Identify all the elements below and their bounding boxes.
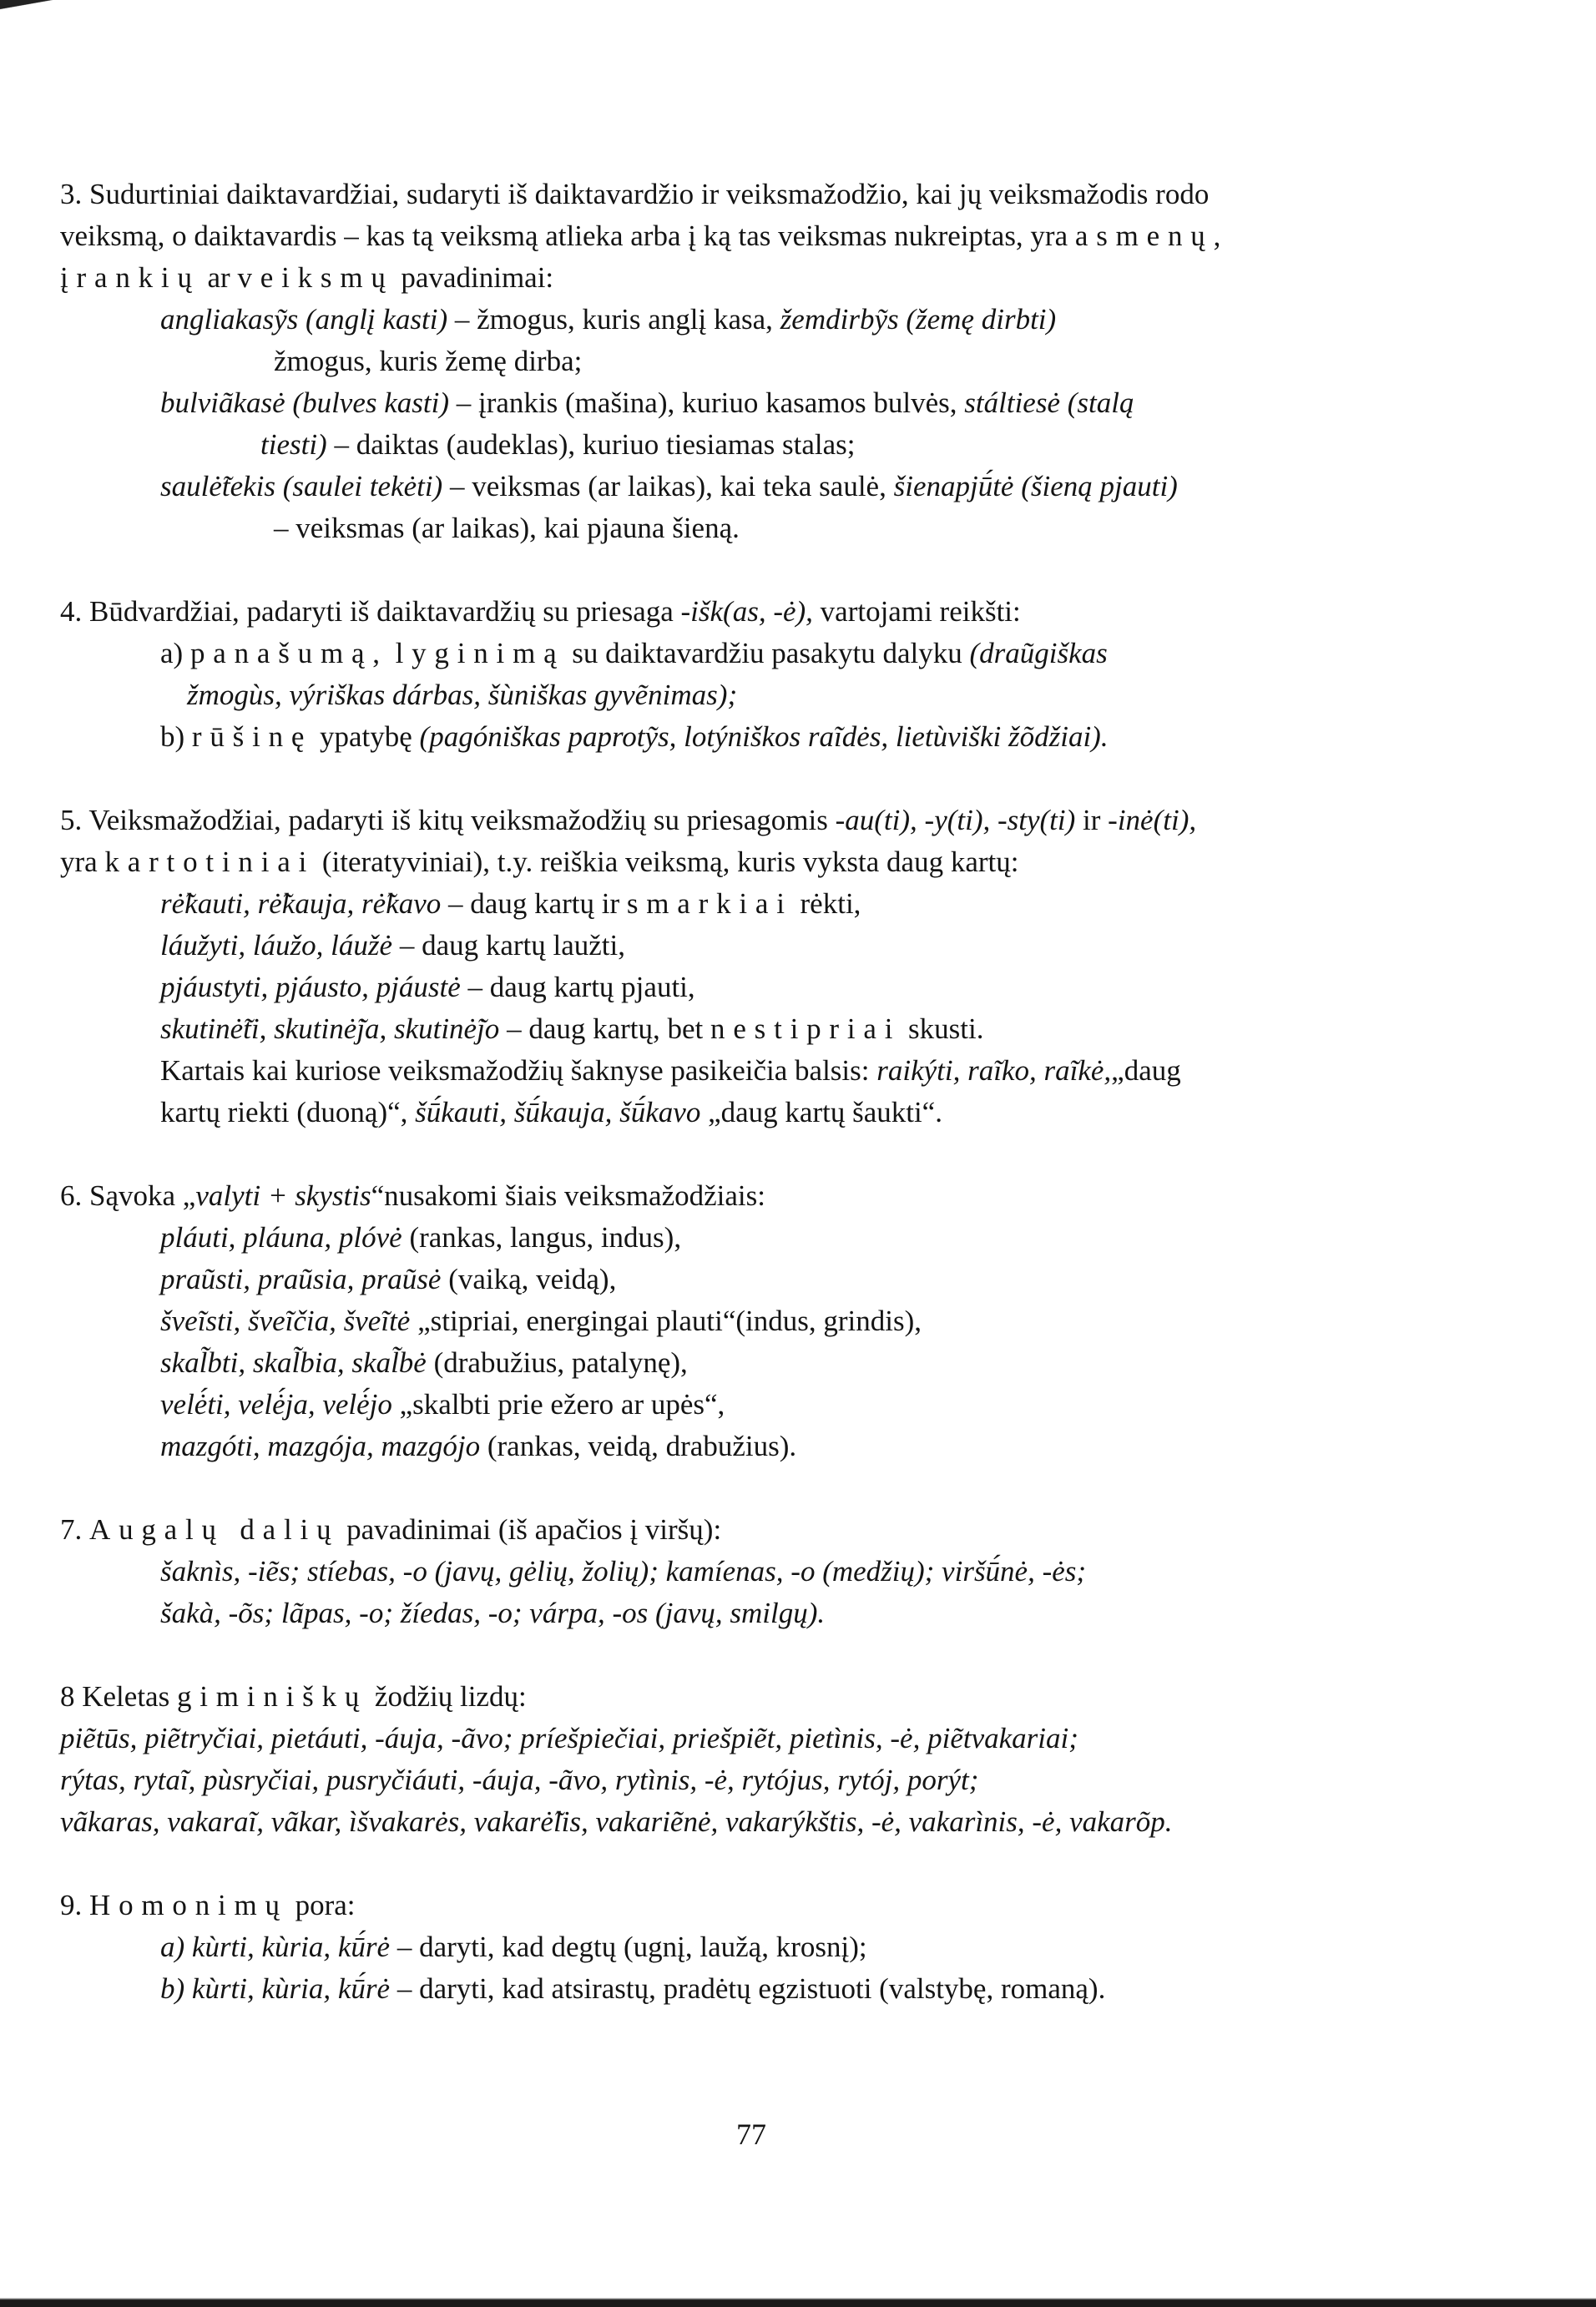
- spaced-term: giminiškų: [176, 1680, 368, 1713]
- section-5-line-2: [60, 841, 1513, 883]
- text: ypatybę: [312, 720, 420, 753]
- text: (vaiką, veidą),: [441, 1263, 617, 1295]
- text: – daug kartų pjauti,: [460, 971, 695, 1003]
- example-word: (pagóniškas paprotỹs, lotýniškos raĩdės, lietùviški žõdžiai).: [419, 720, 1109, 753]
- example-word: žmogùs, výriškas dárbas, šùniškas gyvẽnimas);: [187, 679, 738, 711]
- text: 9.: [60, 1889, 89, 1921]
- spaced-term: nestipriai: [710, 1012, 902, 1045]
- text: ir: [1075, 804, 1109, 836]
- example-word: bulviãkasė (bulves kasti): [160, 386, 450, 419]
- example-word: šū́kauti, šū́kauja, šū́kavo: [415, 1096, 701, 1128]
- text: (iteratyviniai), t.y. reiškia veiksmą, kuris vyksta daug kartų:: [315, 846, 1019, 878]
- spaced-term: kartotiniai: [104, 846, 316, 878]
- scan-edge-shadow: [0, 0, 67, 20]
- text: 8 Keletas: [60, 1680, 177, 1713]
- example-word: šienapjū́tė (šieną pjauti): [893, 470, 1178, 502]
- spaced-term: veiksmų: [237, 261, 394, 294]
- text: „daug: [1111, 1054, 1181, 1087]
- text: pavadinimai:: [393, 261, 554, 294]
- suffix: -au(ti), -y(ti), -sty(ti): [835, 804, 1076, 836]
- example-line: [60, 1426, 1513, 1467]
- text: žodžių lizdų:: [367, 1680, 527, 1713]
- item-b: [60, 716, 1513, 758]
- item-a-continued: [60, 674, 1513, 716]
- example-word: b) kùrti, kùria, kū́rė: [160, 1972, 391, 2005]
- note-line: [60, 1092, 1513, 1133]
- example-line: [60, 299, 1513, 341]
- concept: valyti + skystis: [195, 1179, 371, 1212]
- text: ar: [200, 261, 238, 294]
- suffix: -išk(as, -ė),: [680, 595, 813, 628]
- section-4-line-1: [60, 591, 1513, 633]
- text: – daryti, kad degtų (ugnį, laužą, krosnį);: [390, 1931, 867, 1963]
- text: 6. Sąvoka „: [60, 1179, 196, 1212]
- example-line: [60, 466, 1513, 507]
- text: a): [160, 637, 190, 669]
- example-word: šveĩsti, šveĩčia, šveĩtė: [160, 1305, 411, 1337]
- example-line: [60, 1259, 1513, 1300]
- section-9-line-1: [60, 1885, 1513, 1926]
- example-word: láužyti, láužo, láužė: [160, 929, 393, 962]
- example-line: [60, 1300, 1513, 1342]
- example-line: – veiksmas (ar laikas), kai pjauna šieną.: [274, 512, 740, 544]
- text: – daryti, kad atsirastų, pradėtų egzistuoti (valstybę, romaną).: [390, 1972, 1106, 2005]
- section-4: [60, 591, 1513, 758]
- section-5: [60, 800, 1513, 1133]
- page-number: 77: [736, 2118, 766, 2151]
- example-word: piẽtūs, piẽtryčiai, pietáuti, -áuja, -ãvo; príešpiečiai, priešpiẽt, pietìnis, -ė, piẽtvakariai;: [60, 1722, 1078, 1754]
- text: skusti.: [901, 1012, 984, 1045]
- text: „stipriai, energingai plauti“(indus, grindis),: [410, 1305, 922, 1337]
- section-3-line-1: 3. Sudurtiniai daiktavardžiai, sudaryti iš daiktavardžio ir veiksmažodžio, kai jų veiksmažodis rodo: [60, 178, 1210, 210]
- spaced-term: asmenų,: [1074, 220, 1230, 252]
- example-line: [60, 424, 1513, 466]
- example-line: [60, 1217, 1513, 1259]
- text: b): [160, 720, 192, 753]
- text: pora:: [287, 1889, 356, 1921]
- text: „skalbti prie ežero ar upės“,: [391, 1388, 725, 1421]
- example-word: vãkaras, vakaraĩ, vãkar, ìšvakarės, vakarė̃lis, vakariẽnė, vakarýkštis, -ė, vakarìnis, -ė, vakarõp.: [60, 1805, 1173, 1838]
- example-line: [60, 1759, 1513, 1801]
- text: (rankas, veidą, drabužius).: [480, 1430, 797, 1462]
- section-8-line-1: [60, 1676, 1513, 1718]
- example-word: raikýti, raĩko, raĩkė,: [876, 1054, 1112, 1087]
- example-word: šakà, -õs; lãpas, -o; žíedas, -o; várpa, -os (javų, smilgų).: [160, 1597, 826, 1629]
- suffix: -inė(ti),: [1108, 804, 1197, 836]
- text: kartų riekti (duoną)“,: [160, 1096, 416, 1128]
- example-word: žemdirbỹs (žemę dirbti): [780, 303, 1057, 336]
- text: “nusakomi šiais veiksmažodžiais:: [371, 1179, 765, 1212]
- section-6: [60, 1175, 1513, 1467]
- section-8: [60, 1676, 1513, 1843]
- example-line: [60, 1008, 1513, 1050]
- example-word: praũsti, praũsia, praũsė: [160, 1263, 442, 1295]
- spaced-term: Augalų dalių: [89, 1513, 340, 1546]
- text: – daug kartų laužti,: [392, 929, 626, 962]
- text: 5. Veiksmažodžiai, padaryti iš kitų veiksmažodžių su priesagomis: [60, 804, 836, 836]
- example-word: a) kùrti, kùria, kū́rė: [160, 1931, 391, 1963]
- spaced-term: lyginimą: [395, 637, 565, 669]
- example-word: rýtas, rytaĩ, pùsryčiai, pusryčiáuti, -áuja, -ãvo, rytìnis, -ė, rytójus, rytój, porýt;: [60, 1764, 979, 1796]
- text: (rankas, langus, indus),: [402, 1221, 682, 1254]
- example-word: saulė̃tekis (saulei tekėti): [160, 470, 443, 502]
- example-line: [60, 967, 1513, 1008]
- text: [388, 637, 396, 669]
- example-word: angliakasỹs (anglį kasti): [160, 303, 448, 336]
- note-line: [60, 1050, 1513, 1092]
- example-line: [60, 1551, 1513, 1593]
- text: vartojami reikšti:: [812, 595, 1021, 628]
- section-5-line-1: [60, 800, 1513, 841]
- example-word: (draũgiškas: [969, 637, 1108, 669]
- section-6-line-1: [60, 1175, 1513, 1217]
- example-word: mazgóti, mazgója, mazgójo: [160, 1430, 481, 1462]
- text: – daiktas (audeklas), kuriuo tiesiamas stalas;: [326, 428, 856, 461]
- example-word: pjáustyti, pjáusto, pjáustė: [160, 971, 461, 1003]
- example-word: pláuti, pláuna, plóvė: [160, 1221, 402, 1254]
- example-line: [60, 1342, 1513, 1384]
- example-word: šaknìs, -iẽs; stíebas, -o (javų, gėlių, žolių); kamíenas, -o (medžių); viršū́nė, -ės;: [160, 1555, 1087, 1588]
- spaced-term: smarkiai: [626, 887, 793, 920]
- section-9: [60, 1885, 1513, 2010]
- spaced-term: panašumą,: [189, 637, 388, 669]
- text: rėkti,: [792, 887, 861, 920]
- section-3: [60, 174, 1513, 549]
- text: su daiktavardžiu pasakytu dalyku: [564, 637, 970, 669]
- text: 4. Būdvardžiai, padaryti iš daiktavardžių su priesaga: [60, 595, 681, 628]
- example-line: [60, 883, 1513, 925]
- example-line: [60, 1384, 1513, 1426]
- text: – daug kartų ir: [441, 887, 627, 920]
- text: (drabužius, patalynę),: [426, 1346, 688, 1379]
- example-line: [60, 1593, 1513, 1634]
- scan-bottom-edge: [0, 2295, 1596, 2307]
- example-word: skal̃bti, skal̃bia, skal̃bė: [160, 1346, 427, 1379]
- example-line: [60, 1968, 1513, 2010]
- section-7: [60, 1509, 1513, 1634]
- page-content: [60, 174, 1513, 2052]
- example-word: rė̃kauti, rė̃kauja, rė̃kavo: [160, 887, 442, 920]
- example-line: [60, 382, 1513, 424]
- text: pavadinimai (iš apačios į viršų):: [339, 1513, 722, 1546]
- section-3-line-2: [60, 215, 1513, 257]
- text: yra: [60, 846, 105, 878]
- section-3-line-3: [60, 257, 1513, 299]
- example-line: [60, 1926, 1513, 1968]
- item-a: [60, 633, 1513, 674]
- example-word: tiesti): [260, 428, 327, 461]
- spaced-term: įrankių: [60, 261, 200, 294]
- example-line: žmogus, kuris žemę dirba;: [274, 345, 583, 377]
- spaced-term: Homonimų: [89, 1889, 288, 1921]
- text: veiksmą, o daiktavardis – kas tą veiksmą atlieka arba į ką tas veiksmas nukreiptas, yra: [60, 220, 1075, 252]
- text: Kartais kai kuriose veiksmažodžių šaknyse pasikeičia balsis:: [160, 1054, 877, 1087]
- example-line: [60, 1801, 1513, 1843]
- spaced-term: rūšinę: [191, 720, 313, 753]
- example-word: skutinė̃ti, skutinė̃ja, skutinė̃jo: [160, 1012, 500, 1045]
- text: – žmogus, kuris anglį kasa,: [447, 303, 780, 336]
- text: „daug kartų šaukti“.: [700, 1096, 942, 1128]
- text: – veiksmas (ar laikas), kai teka saulė,: [442, 470, 894, 502]
- text: – įrankis (mašina), kuriuo kasamos bulvės,: [449, 386, 965, 419]
- text: 7.: [60, 1513, 89, 1546]
- example-line: [60, 925, 1513, 967]
- example-word: stáltiesė (stalą: [964, 386, 1134, 419]
- text: – daug kartų, bet: [499, 1012, 711, 1045]
- example-line: [60, 1718, 1513, 1759]
- section-7-line-1: [60, 1509, 1513, 1551]
- example-word: velė́ti, velė́ja, velė́jo: [160, 1388, 392, 1421]
